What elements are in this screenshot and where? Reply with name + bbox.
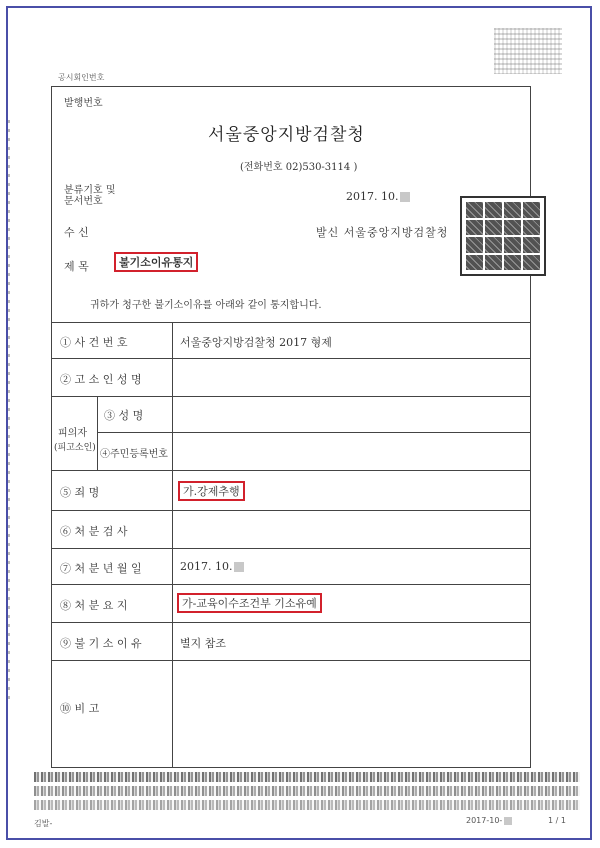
complainant-label: ② 고 소 인 성 명 — [60, 373, 142, 386]
document-table — [51, 86, 531, 768]
official-seal-icon — [460, 196, 546, 276]
id-number-label: ④주민등록번호 — [100, 449, 168, 460]
disposal-gist-label: ⑧ 처 분 요 지 — [60, 599, 128, 612]
org-title: 서울중앙지방검찰청 — [208, 125, 365, 145]
suspect-label: 피의자 — [58, 428, 87, 439]
remarks-label: ⑩ 비 고 — [60, 702, 100, 715]
scan-edge — [8, 120, 10, 700]
subject-value: 불기소이유통지 — [114, 252, 198, 272]
footer-date: 2017-10- — [466, 816, 512, 825]
reason-label: ⑨ 불 기 소 이 유 — [60, 637, 142, 650]
crime-label: ⑤ 죄 명 — [60, 486, 100, 499]
suspect-sub-label: (피고소인) — [54, 443, 96, 453]
case-no-value: 서울중앙지방검찰청 2017 형제 — [180, 336, 332, 349]
recipient-label: 수 신 — [64, 226, 89, 239]
table-divider — [172, 322, 173, 768]
class-no-label: 분류기호 및 문서번호 — [64, 185, 116, 207]
disposal-gist-value: 가-교육이수조건부 기소유예 — [177, 593, 322, 613]
case-no-label: ① 사 건 번 호 — [60, 336, 128, 349]
issue-no-label: 발행번호 — [64, 98, 103, 109]
footer-left: 김발- — [34, 819, 53, 828]
subject-label: 제 목 — [64, 260, 89, 273]
phone-number: (전화번호 02)530-3114 ) — [240, 162, 358, 173]
crime-value: 가.강제추행 — [178, 481, 245, 501]
name-label: ③ 성 명 — [104, 409, 144, 422]
top-left-note: 공시회인번호 — [58, 73, 105, 82]
reason-value: 별지 참조 — [180, 637, 227, 650]
scan-noise — [34, 772, 580, 782]
qr-code-icon — [494, 28, 562, 74]
sender: 발신 서울중앙지방검찰청 — [316, 226, 449, 239]
prosecutor-label: ⑥ 처 분 검 사 — [60, 525, 128, 538]
disposal-date-value: 2017. 10. — [180, 560, 244, 573]
footer-page: 1 / 1 — [548, 816, 566, 825]
table-top-line — [51, 322, 531, 323]
intro-text: 귀하가 청구한 불기소이유를 아래와 같이 통지합니다. — [90, 300, 322, 311]
document-date: 2017. 10. — [346, 190, 410, 203]
disposal-date-label: ⑦ 처 분 년 월 일 — [60, 562, 142, 575]
